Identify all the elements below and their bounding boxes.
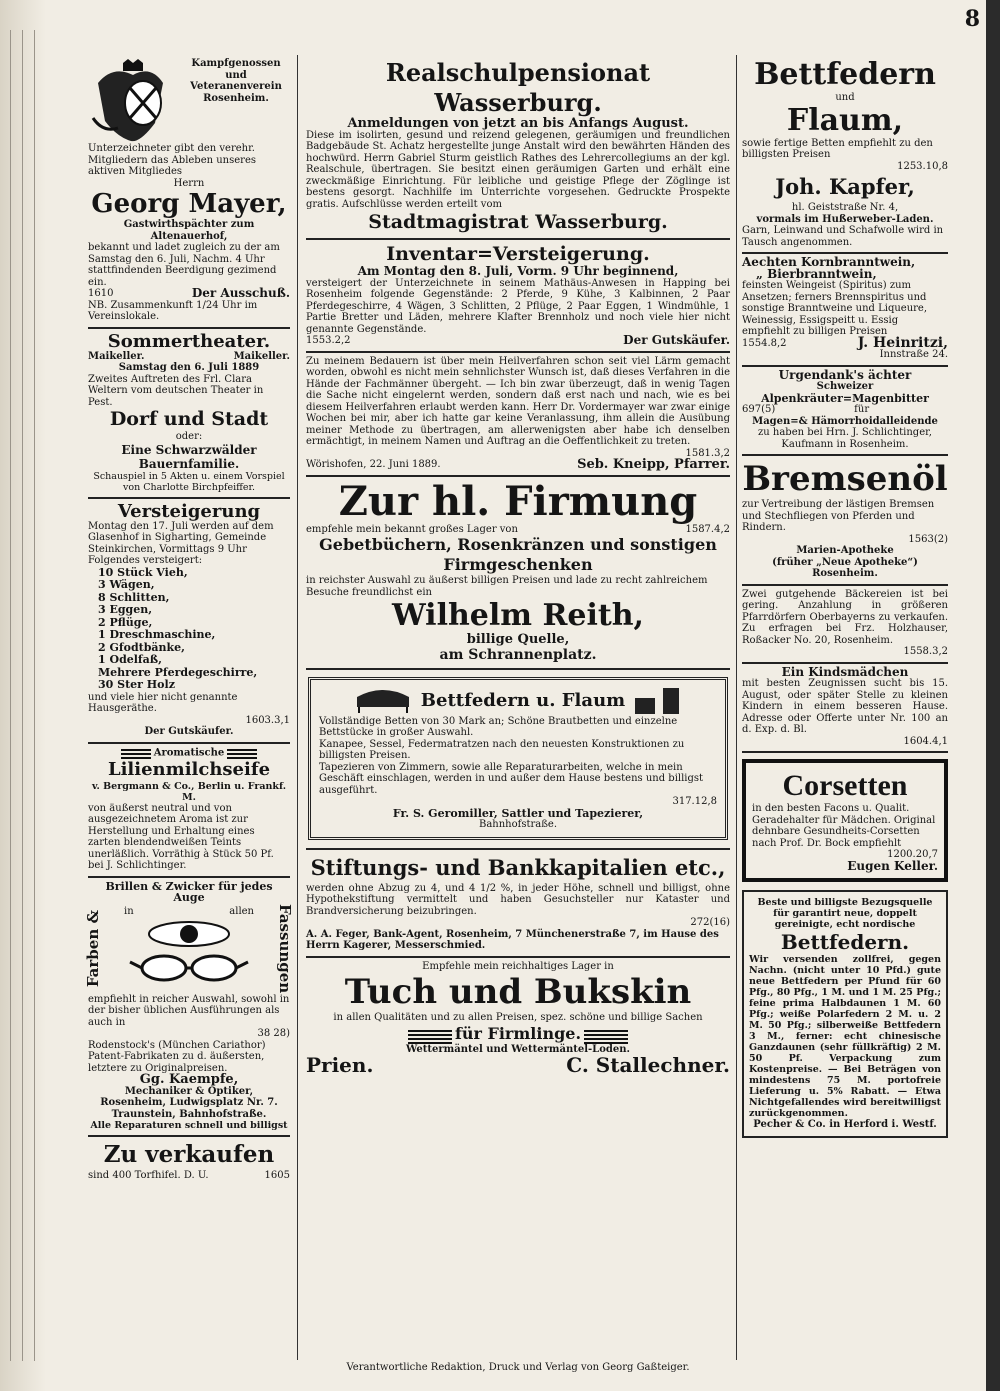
- list-item: 8 Schlitten,: [98, 590, 170, 604]
- school-sub: Anmeldungen von jetzt an bis Anfangs August.: [347, 116, 689, 131]
- ad-auction: [88, 499, 290, 744]
- bett-sig: Fr. S. Geromiller, Sattler und Tapezierer,: [392, 806, 644, 820]
- theater-date: Samstag den 6. Juli 1889: [118, 362, 260, 373]
- veteran-name: Georg Mayer,: [91, 189, 287, 219]
- bremsen-text: zur Vertreibung der lästigen Bremsen und Stechfliegen von Pferden und Rindern.: [742, 499, 935, 533]
- veteran-text: Unterzeichneter gibt den verehr. Mitgliedern das Ableben unseres aktiven Mitgliedes: [88, 143, 257, 177]
- corset-num: 1200.20,7: [887, 849, 938, 860]
- auction-text: Montag den 17. Juli werden auf dem Glasenhof in Sigharting, Gemeinde Steinkirchen, Vormittags 9 Uhr Folgendes versteigert:: [88, 520, 274, 566]
- bremsen-name: Marien-Apotheke: [796, 545, 894, 556]
- bett-text2: Kanapee, Sessel, Federmatratzen nach den neuesten Konstruktionen zu billigsten Preisen.: [319, 738, 685, 761]
- optic-text: empfiehlt in reicher Auswahl, sowohl in der bisher üblichen Ausführungen als auch in: [88, 993, 290, 1028]
- list-item: 1 Dreschmaschine,: [98, 628, 216, 641]
- ad-soap: [88, 744, 290, 878]
- tuch-sub: für Firmlinge.: [454, 1023, 582, 1043]
- ad-stiftung: [306, 850, 730, 958]
- brandy-addr: Innstraße 24.: [879, 349, 948, 360]
- school-sig: Stadtmagistrat Wasserburg.: [368, 211, 668, 233]
- optic-right: Fassungen: [276, 903, 294, 994]
- kneipp-place: Wörishofen, 22. Juni 1889.: [306, 459, 441, 470]
- pecher-title: Bettfedern.: [780, 930, 910, 954]
- feder-title: Bettfedern: [754, 57, 936, 92]
- tuch-pre: Empfehle mein reichhaltiges Lager in: [422, 960, 614, 972]
- kneipp-text: Zu meinem Bedauern ist über mein Heilverfahren schon seit viel Lärm gemacht worden, obwohl es nicht mein sehnlichster Wunsch ist, daß dieses Verfahren in die Hände der Fachmänner übergeht. — Ich bin zwar überzeugt, daß in wenig Tagen die Sache nicht eingelernt werden, sondern daß erst nach und nach, wie es bei diesem Heilverfahren erlaubt werden kann. Herr Dr. Vordermayer war zwar einige Wochen bei mir, aber ich hatte gar keine Veranlassung, ihm allein die Ausübung meiner Methode zu übertragen, am allerwenigsten aber habe ich denselben ermächtigt, in meinem Namen und Auftrag an die Oeffentlichkeit zu treten.: [306, 355, 730, 447]
- corset-text: in den besten Facons u. Qualit. Geradehalter für Mädchen. Original dehnbare Gesundheits-Corsetten nach Prof. Dr. Bock empfiehlt: [752, 803, 936, 849]
- page-edge: [986, 0, 1000, 1391]
- stiftung-title: Stiftungs- und Bankkapitalien etc.,: [310, 854, 726, 880]
- veteran-nb: NB. Zusammenkunft 1/24 Uhr im Vereinslokale.: [88, 299, 258, 322]
- pecher-text: Wir versenden zollfrei, gegen Nachn. (nicht unter 10 Pfd.) gute neue Bettfedern per Pfund für 60 Pfg., 80 Pfg., 1 M. und 1 M. 25 Pfg.; feine prima Halbdaunen 1 M. 60 Pfg.; weiße Polarfedern 2 M. u. 2 M. 50 Pfg.; silberweiße Bettfedern 3 M., ferner: echt chinesische Ganzdaunen (sehr füllkräftig) 2 M. 50 Pf. Verpackung zum Kostenpreise. — Bei Beträgen von mindestens 75 M. portofreie Lieferung u. 5% Rabatt. — Etwa Nichtgefallendes wird bereitwilligst zurückgenommen.: [749, 954, 941, 1119]
- decor-bars: [408, 1028, 452, 1044]
- theater-oder: oder:: [175, 431, 203, 442]
- kind-text: mit besten Zeugnissen sucht bis 15. August, oder später Stelle zu kleinen Kindern in einem besseren Hause. Adresse oder Offerte unter Nr. 100 an d. Exp. d. Bl.: [742, 678, 948, 735]
- school-text: Diese im isolirten, gesund und reizend gelegenen, geräumigen und freundlichen Badgebäude St. Achatz hergestellte junge Anstalt wird den bewährten Händen des hochwürd. Herrn Gabriel Sturm geistlich Rathes des Lehrercollegiums an der kgl. Realschule, übertragen. Sie besitzt einen geräumigen Garten und erhält eine zweckmäßige Einrichtung. Für leibliche und geistige Pflege der Zöglinge ist bestens gesorgt. Nachhilfe im Unterrichte vorgesehen. Gedruckte Prospekte gratis. Aufschlüsse werden erteilt vom: [306, 129, 730, 210]
- bitter-l3: Alpenkräuter=Magenbitter: [761, 391, 929, 405]
- soap-maker: v. Bergmann & Co., Berlin u. Frankf. M.: [91, 780, 287, 803]
- furniture-icon: [633, 686, 683, 716]
- veteran-herrn: Herrn: [173, 177, 205, 189]
- brandy-num: 1554.8,2: [742, 337, 787, 349]
- sale-title: Zu verkaufen: [103, 1141, 275, 1168]
- feder-addr: hl. Geiststraße Nr. 4,: [791, 202, 899, 213]
- optic-title: Brillen & Zwicker für jedes Auge: [105, 879, 273, 904]
- list-item: 30 Ster Holz: [98, 678, 175, 691]
- tuch-place: Prien.: [306, 1052, 374, 1077]
- theater-sub: Eine Schwarzwälder Bauernfamilie.: [121, 442, 257, 471]
- firmung-num: 1587.4,2: [685, 523, 730, 535]
- feder-text: sowie fertige Betten empfiehlt zu den billigsten Preisen: [742, 137, 933, 160]
- baeck-text: Zwei gutgehende Bäckereien ist bei gering. Anzahlung in größeren Pfarrdörfern Oberbayerns zu verkaufen. Zu erfragen bei Frz. Holzhauser, Roßacker No. 20, Rosenheim.: [742, 588, 948, 646]
- baeck-num: 1558.3,2: [903, 646, 948, 657]
- optic-num: 38 28): [257, 1028, 290, 1039]
- feder-title2: Flaum,: [786, 102, 904, 138]
- firmung-name: Wilhelm Reith,: [392, 598, 644, 633]
- optic-trade: Mechaniker & Optiker,: [124, 1085, 254, 1097]
- firmung-l2: am Schrannenplatz.: [439, 646, 597, 663]
- feder-name: Joh. Kapfer,: [775, 174, 915, 199]
- soap-title: Lilienmilchseife: [107, 758, 271, 780]
- theater-desc: Schauspiel in 5 Akten u. einem Vorspiel von Charlotte Birchpfeiffer.: [93, 470, 285, 493]
- decor-bars: [584, 1028, 628, 1044]
- stiftung-num: 272(16): [690, 917, 730, 928]
- veteran-num: 1610: [88, 288, 114, 299]
- tuch-text: in allen Qualitäten und zu allen Preisen, spez. schöne und billige Sachen: [333, 1012, 703, 1023]
- auction-num: 1603.3,1: [245, 714, 290, 726]
- bitter-l4: Magen=& Hämorrhoidalleidende: [752, 415, 938, 427]
- veteran-text2: bekannt und ladet zugleich zu der am Samstag den 6. Juli, Nachm. 4 Uhr stattfindenden Beerdigung gezimend ein.: [88, 242, 280, 288]
- theater-loc2: Maikeller.: [233, 350, 290, 362]
- bett-text: Vollständige Betten von 30 Mark an; Schöne Brautbetten und einzelne Bettstücke in großer Auswahl.: [319, 715, 678, 738]
- bremsen-num: 1563(2): [908, 533, 948, 545]
- bett-text3: Tapezieren von Zimmern, sowie alle Reparaturarbeiten, welche in mein Geschäft einschlagen, werden in und außer dem Hause bestens und billigst ausgeführt.: [319, 761, 704, 796]
- inventar-sub: Am Montag den 8. Juli, Vorm. 9 Uhr beginnend,: [357, 264, 679, 278]
- auction-text2: und viele hier nicht genannte Hausgeräthe.: [88, 691, 238, 714]
- ad-sale: [88, 1137, 290, 1186]
- kneipp-num: 1581.3,2: [685, 447, 730, 459]
- school-title: Realschulpensionat Wasserburg.: [385, 58, 651, 117]
- ad-corsetten: [742, 753, 948, 886]
- imprint: Verantwortliche Redaktion, Druck und Verlag von Georg Gaßteiger.: [346, 1362, 690, 1373]
- ad-theater: [88, 329, 290, 499]
- list-item: 10 Stück Vieh,: [98, 565, 188, 579]
- ad-kindsmaedchen: [742, 664, 948, 754]
- veteran-sig: Der Ausschuß.: [191, 286, 290, 300]
- firmung-pre: empfehle mein bekannt großes Lager von: [306, 523, 518, 535]
- ad-veteran: [88, 55, 290, 329]
- page-number: 8: [964, 6, 980, 32]
- stiftung-sig: A. A. Feger, Bank-Agent, Rosenheim, 7 Münchenerstraße 7, im Hause des Herrn Kagerer, Messerschmied.: [306, 928, 719, 951]
- veteran-title: Gastwirthspächter zum Altenauerhof,: [123, 219, 255, 242]
- ad-feder: [742, 55, 948, 254]
- inventar-text: versteigert der Unterzeichnete in seinem Mathäus-Anwesen in Happing bei Rosenheim folgende Gegenstände: 2 Pferde, 9 Kühe, 3 Kalbinnen, 2 Paar Pferdegeschirre, 4 Wägen, 3 Schlitten, 2 Pflüge, 2 Paar Eggen, 1 Windmühle, 1 Partie Bretter und Läden, mehrere Klafter Brennholz und noch viele hier nicht genannte Gegenstände.: [306, 277, 730, 335]
- book-gutter: [0, 0, 46, 1391]
- brandy-l1: Aechten Kornbranntwein,: [742, 255, 916, 269]
- pecher-sig: Pecher & Co. in Herford i. Westf.: [753, 1119, 937, 1130]
- soap-text: von äußerst neutral und von ausgezeichnetem Aroma ist zur Herstellung und Erhaltung eines zarten blendendweißen Teints unerläßlich. Vorräthig à Stück 50 Pf. bei J. Schlichtinger.: [88, 802, 274, 871]
- bremsen-name2: (früher „Neue Apotheke“): [772, 556, 918, 568]
- ad-firmung: [306, 477, 730, 670]
- ad-bettfedern-box: [306, 670, 730, 850]
- inventar-title: Inventar=Versteigerung.: [386, 243, 650, 265]
- corset-sig: Eugen Keller.: [847, 858, 938, 873]
- sale-num: 1605: [264, 1170, 290, 1181]
- optic-text2: Rodenstock's (München Cariathor) Patent-Fabrikaten zu d. äußersten, letztere zu Originalpreisen.: [88, 1039, 266, 1074]
- column-1: [84, 55, 294, 1186]
- auction-items: [88, 567, 290, 692]
- list-item: 2 Pflüge,: [98, 615, 153, 629]
- coat-of-arms-icon: [88, 58, 178, 143]
- column-2: [306, 55, 730, 1079]
- inventar-num: 1553.2,2: [306, 335, 351, 346]
- bitter-num: 697(5): [742, 404, 776, 415]
- optic-allen: allen: [229, 906, 254, 917]
- tuch-sig: C. Stallechner.: [566, 1052, 730, 1077]
- list-item: Mehrere Pferdegeschirre,: [98, 665, 258, 679]
- brandy-text: feinsten Weingeist (Spiritus) zum Ansetzen; ferners Brennspiritus und sonstige Branntweine und Liqueure, Weinessig, Essigspeitt u. Essig empfiehlt zu billigen Preisen: [742, 280, 928, 337]
- veteran-head: Kampfgenossen und Veteranenverein Rosenheim.: [190, 58, 282, 104]
- optic-addr: Rosenheim, Ludwigsplatz Nr. 7. Traunstein, Bahnhofstraße.: [100, 1097, 278, 1120]
- list-item: 3 Eggen,: [98, 603, 153, 616]
- ad-tuch: [306, 958, 730, 1079]
- theater-text: Zweites Auftreten des Frl. Clara Weltern vom deutschen Theater in Pest.: [88, 373, 264, 408]
- brandy-sig: J. Heinritzi,: [857, 334, 948, 351]
- ad-kneipp: [306, 353, 730, 477]
- column-rule: [736, 55, 737, 1360]
- theater-title: Sommertheater.: [107, 330, 271, 352]
- kind-title: Ein Kindsmädchen: [781, 664, 909, 679]
- inventar-sig: Der Gutskäufer.: [623, 333, 730, 347]
- ad-optician: [84, 878, 294, 1138]
- optic-left: Farben &: [84, 909, 102, 988]
- theater-loc1: Maikeller.: [88, 350, 145, 362]
- optic-name: Gg. Kaempfe,: [139, 1072, 239, 1087]
- bremsen-title: Bremsenöl: [742, 459, 948, 499]
- firmung-title: Zur hl. Firmung: [338, 477, 698, 525]
- soap-head: Aromatische: [153, 747, 225, 758]
- bitter-text: zu haben bei Hrn. J. Schlichtinger, Kaufmann in Rosenheim.: [758, 427, 932, 450]
- ad-inventar: [306, 240, 730, 353]
- optic-in: in: [124, 906, 134, 917]
- stiftung-text: werden ohne Abzug zu 4, und 4 1/2 %, in jeder Höhe, schnell und billigst, ohne Hypothekstiftung vermittelt und haben Gesuchsteller nur Kataster und Brandversicherung beizubringen.: [306, 882, 730, 917]
- corset-title: Corsetten: [782, 769, 908, 802]
- kneipp-sig: Seb. Kneipp, Pfarrer.: [577, 457, 730, 472]
- kind-num: 1604.4,1: [903, 735, 948, 747]
- bremsen-place: Rosenheim.: [812, 568, 878, 579]
- bett-title: Bettfedern u. Flaum: [420, 690, 626, 711]
- eye-glasses-icon: [124, 918, 254, 988]
- firmung-goods: Gebetbüchern, Rosenkränzen und sonstigen Firmgeschenken: [319, 535, 717, 574]
- bitter-l2: Schweizer: [816, 381, 874, 392]
- firmung-text: in reichster Auswahl zu äußerst billigen Preisen und lade zu recht zahlreichem Besuche freundlichst ein: [306, 575, 708, 598]
- list-item: 2 Gfodtbänke,: [98, 640, 185, 654]
- ad-brandy: [742, 254, 948, 367]
- brandy-l2: „ Bierbranntwein,: [756, 266, 877, 281]
- sale-text: sind 400 Torfhifel. D. U.: [88, 1170, 209, 1181]
- ad-pecher: [742, 890, 948, 1138]
- tuch-title: Tuch und Bukskin: [344, 972, 692, 1012]
- bett-addr: Bahnhofstraße.: [478, 819, 558, 830]
- auction-sig: Der Gutskäufer.: [144, 726, 234, 737]
- firmung-l1: billige Quelle,: [466, 632, 570, 647]
- tuch-sub2: Wettermäntel und Wettermäntel-Loden.: [406, 1044, 630, 1055]
- feder-addr2: vormals im Hußerweber-Laden.: [756, 213, 934, 225]
- feder-num: 1253.10,8: [897, 160, 948, 172]
- sofa-icon: [353, 687, 413, 715]
- ad-bremsen: [742, 456, 948, 586]
- feder-und: und: [835, 92, 855, 103]
- auction-title: Versteigerung: [117, 500, 261, 522]
- ad-baeckerei: [742, 586, 948, 664]
- list-item: 3 Wägen,: [98, 578, 155, 591]
- column-3: [742, 55, 948, 1138]
- column-rule: [297, 55, 298, 1360]
- bitter-fur: für: [854, 404, 870, 415]
- optic-note: Alle Reparaturen schnell und billigst: [90, 1120, 288, 1131]
- ad-school: [306, 55, 730, 240]
- decor-bars: [121, 747, 151, 759]
- bitter-l1: Urgendank's ächter: [778, 367, 912, 382]
- list-item: 1 Odelfaß,: [98, 653, 162, 666]
- theater-play: Dorf und Stadt: [109, 408, 269, 430]
- bett-num: 317.12,8: [672, 796, 717, 807]
- decor-bars: [227, 747, 257, 759]
- ad-bitter: [742, 367, 948, 457]
- feder-text2: Garn, Leinwand und Schafwolle wird in Tausch angenommen.: [742, 225, 944, 248]
- pecher-head: Beste und billigste Bezugsquelle für garantirt neue, doppelt gereinigte, echt nordische: [757, 897, 933, 930]
